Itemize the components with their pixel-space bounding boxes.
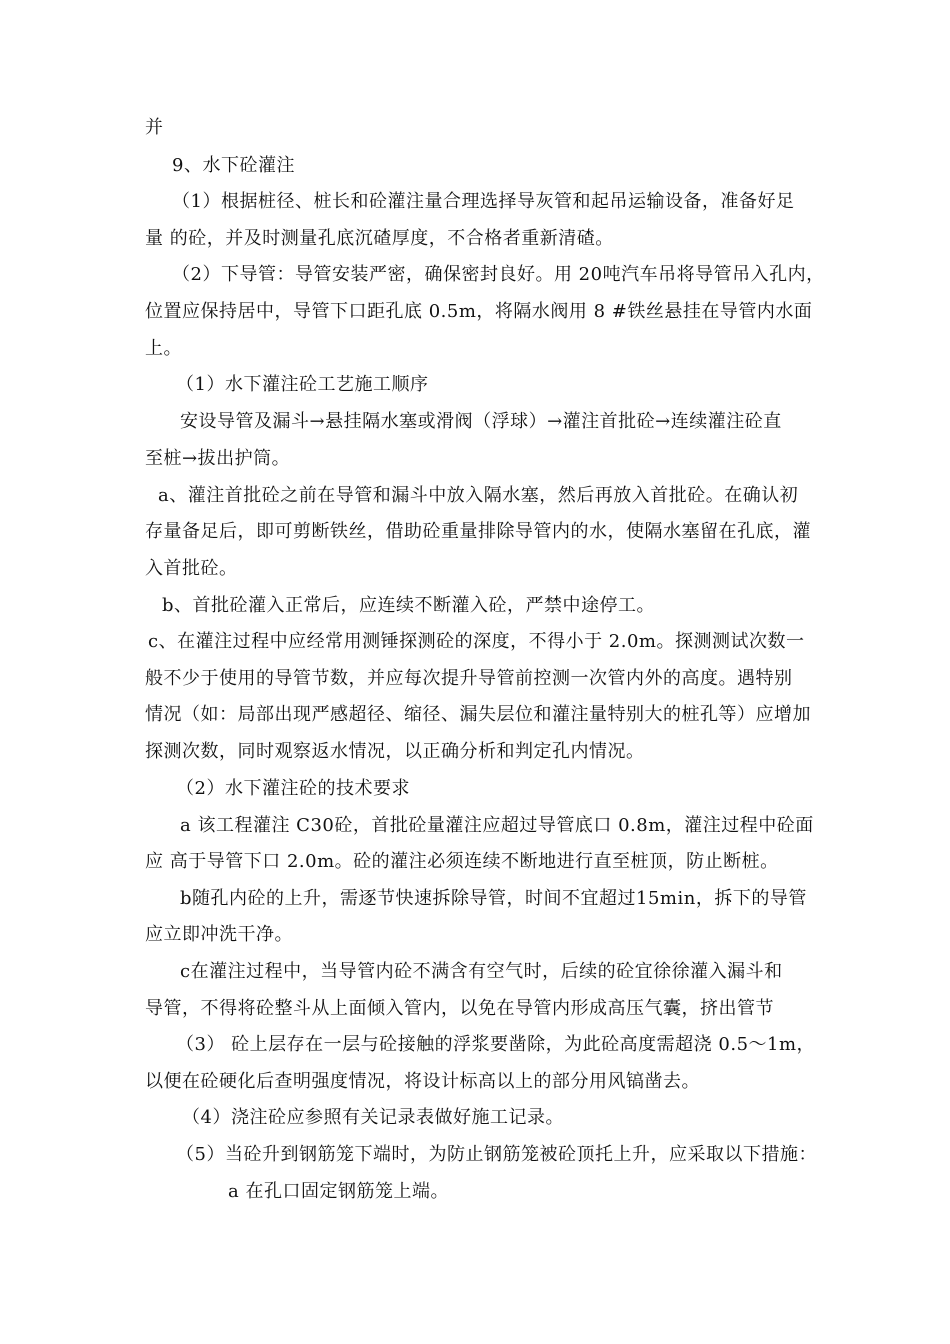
text-line: 应立即冲洗干净。 <box>145 924 293 945</box>
text-line: （3） 砼上层存在一层与砼接触的浮浆要凿除，为此砼高度需超浇 0.5～1m， <box>176 1034 816 1055</box>
subsection-heading: （2）水下灌注砼的技术要求 <box>176 778 410 799</box>
text-line: 位置应保持居中，导管下口距孔底 0.5m，将隔水阀用 8 #铁丝悬挂在导管内水面 <box>145 301 813 322</box>
text-line: 探测次数，同时观察返水情况，以正确分析和判定孔内情况。 <box>145 741 645 762</box>
text-line: a、灌注首批砼之前在导管和漏斗中放入隔水塞，然后再放入首批砼。在确认初 <box>158 485 799 506</box>
text-line: 应 高于导管下口 2.0m。砼的灌注必须连续不断地进行直至桩顶，防止断桩。 <box>145 851 779 872</box>
text-line: （5）当砼升到钢筋笼下端时，为防止钢筋笼被砼顶托上升，应采取以下措施： <box>176 1144 817 1165</box>
text-line: 情况（如：局部出现严感超径、缩径、漏失层位和灌注量特别大的桩孔等）应增加 <box>145 704 811 725</box>
text-line: c、在灌注过程中应经常用测锤探测砼的深度，不得小于 2.0m。探测测试次数一 <box>148 631 805 652</box>
text-line: 以便在砼硬化后查明强度情况，将设计标高以上的部分用风镐凿去。 <box>145 1071 700 1092</box>
text-line: （4）浇注砼应参照有关记录表做好施工记录。 <box>182 1107 564 1128</box>
text-line: 量 的砼，并及时测量孔底沉碴厚度，不合格者重新清碴。 <box>145 228 614 249</box>
text-line: 般不少于使用的导管节数，并应每次提升导管前控测一次管内外的高度。遇特别 <box>145 668 793 689</box>
text-line: b随孔内砼的上升，需逐节快速拆除导管，时间不宜超过15min，拆下的导管 <box>180 888 807 909</box>
section-heading: 9、水下砼灌注 <box>172 155 295 176</box>
text-line: 导管，不得将砼整斗从上面倾入管内，以免在导管内形成高压气囊，挤出管节 <box>145 998 774 1019</box>
text-line: 并 <box>145 117 164 138</box>
subsection-heading: （1）水下灌注砼工艺施工顺序 <box>176 374 429 395</box>
text-line: （2）下导管：导管安装严密，确保密封良好。用 20吨汽车吊将导管吊入孔内， <box>172 264 825 285</box>
text-line: 入首批砼。 <box>145 558 238 579</box>
text-line: 至桩→拔出护筒。 <box>145 448 291 469</box>
text-line: 存量备足后，即可剪断铁丝，借助砼重量排除导管内的水，使隔水塞留在孔底，灌 <box>145 521 811 542</box>
text-line: 安设导管及漏斗→悬挂隔水塞或滑阀（浮球）→灌注首批砼→连续灌注砼直 <box>180 411 782 432</box>
text-line: a 该工程灌注 C30砼，首批砼量灌注应超过导管底口 0.8m，灌注过程中砼面 <box>180 815 814 836</box>
text-line: 上。 <box>145 338 182 359</box>
text-line: c在灌注过程中，当导管内砼不满含有空气时，后续的砼宜徐徐灌入漏斗和 <box>180 961 783 982</box>
text-line: （1）根据桩径、桩长和砼灌注量合理选择导灰管和起吊运输设备，准备好足 <box>172 191 795 212</box>
text-line: a 在孔口固定钢筋笼上端。 <box>228 1181 449 1202</box>
text-line: b、首批砼灌入正常后，应连续不断灌入砼，严禁中途停工。 <box>162 595 656 616</box>
